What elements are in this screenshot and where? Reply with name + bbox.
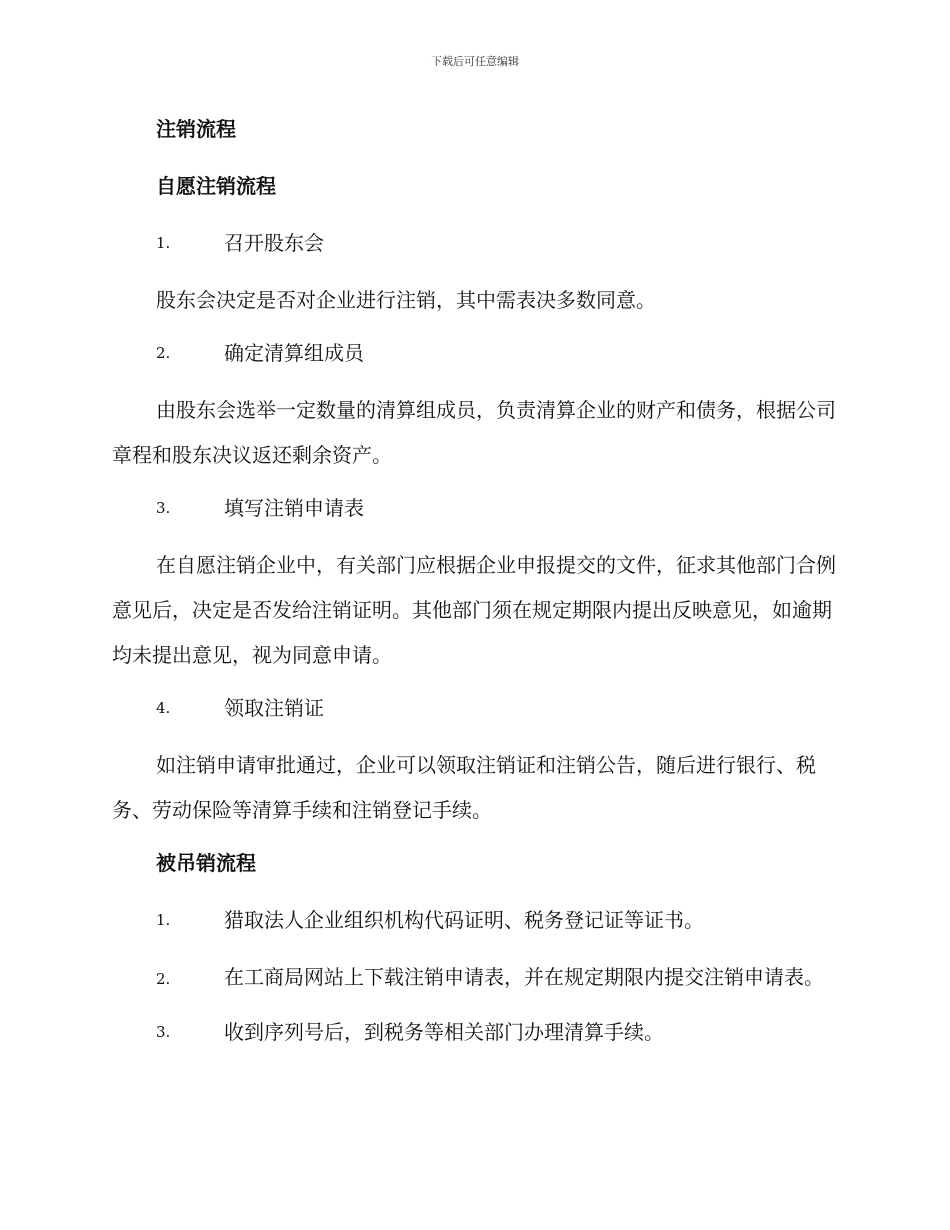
step-body: 如注销申请审批通过，企业可以领取注销证和注销公告，随后进行银行、税务、劳动保险等清算手续和注销登记手续。 bbox=[112, 753, 816, 822]
step-number: 4. bbox=[156, 699, 171, 717]
step-text: 收到序列号后，到税务等相关部门办理清算手续。 bbox=[224, 1020, 664, 1044]
revoked-step-2 bbox=[112, 955, 836, 1002]
step-text: 在工商局网站上下载注销申请表，并在规定期限内提交注销申请表。 bbox=[224, 965, 824, 989]
step-body: 股东会决定是否对企业进行注销，其中需表决多数同意。 bbox=[156, 288, 656, 312]
step-number: 3. bbox=[156, 499, 171, 517]
step-title: 确定清算组成员 bbox=[224, 341, 364, 365]
step-body: 在自愿注销企业中，有关部门应根据企业申报提交的文件，征求其他部门合例意见后，决定是否发给注销证明。其他部门须在规定期限内提出反映意见，如逾期均未提出意见，视为同意申请。 bbox=[112, 553, 836, 667]
voluntary-step-3 bbox=[112, 490, 836, 526]
revoked-step-3 bbox=[112, 1014, 836, 1050]
step-title: 召开股东会 bbox=[224, 231, 324, 255]
step-number: 2. bbox=[156, 344, 171, 362]
voluntary-step-2 bbox=[112, 335, 836, 371]
voluntary-step-4 bbox=[112, 690, 836, 726]
document-body bbox=[112, 111, 836, 1071]
section-heading-revoked: 被吊销流程 bbox=[156, 851, 256, 875]
document-title: 注销流程 bbox=[156, 117, 236, 141]
header-note: 下载后可任意编辑 bbox=[431, 55, 519, 68]
step-text: 猎取法人企业组织机构代码证明、税务登记证等证书。 bbox=[224, 908, 704, 932]
voluntary-step-1 bbox=[112, 225, 836, 261]
step-number: 1. bbox=[156, 911, 171, 929]
section-heading-voluntary: 自愿注销流程 bbox=[156, 174, 276, 198]
step-number: 2. bbox=[156, 970, 171, 988]
step-number: 1. bbox=[156, 234, 171, 252]
step-number: 3. bbox=[156, 1023, 171, 1041]
step-body: 由股东会选举一定数量的清算组成员，负责清算企业的财产和债务，根据公司章程和股东决议返还剩余资产。 bbox=[112, 398, 836, 467]
revoked-step-1 bbox=[112, 902, 836, 938]
step-title: 领取注销证 bbox=[224, 696, 324, 720]
step-title: 填写注销申请表 bbox=[224, 496, 364, 520]
